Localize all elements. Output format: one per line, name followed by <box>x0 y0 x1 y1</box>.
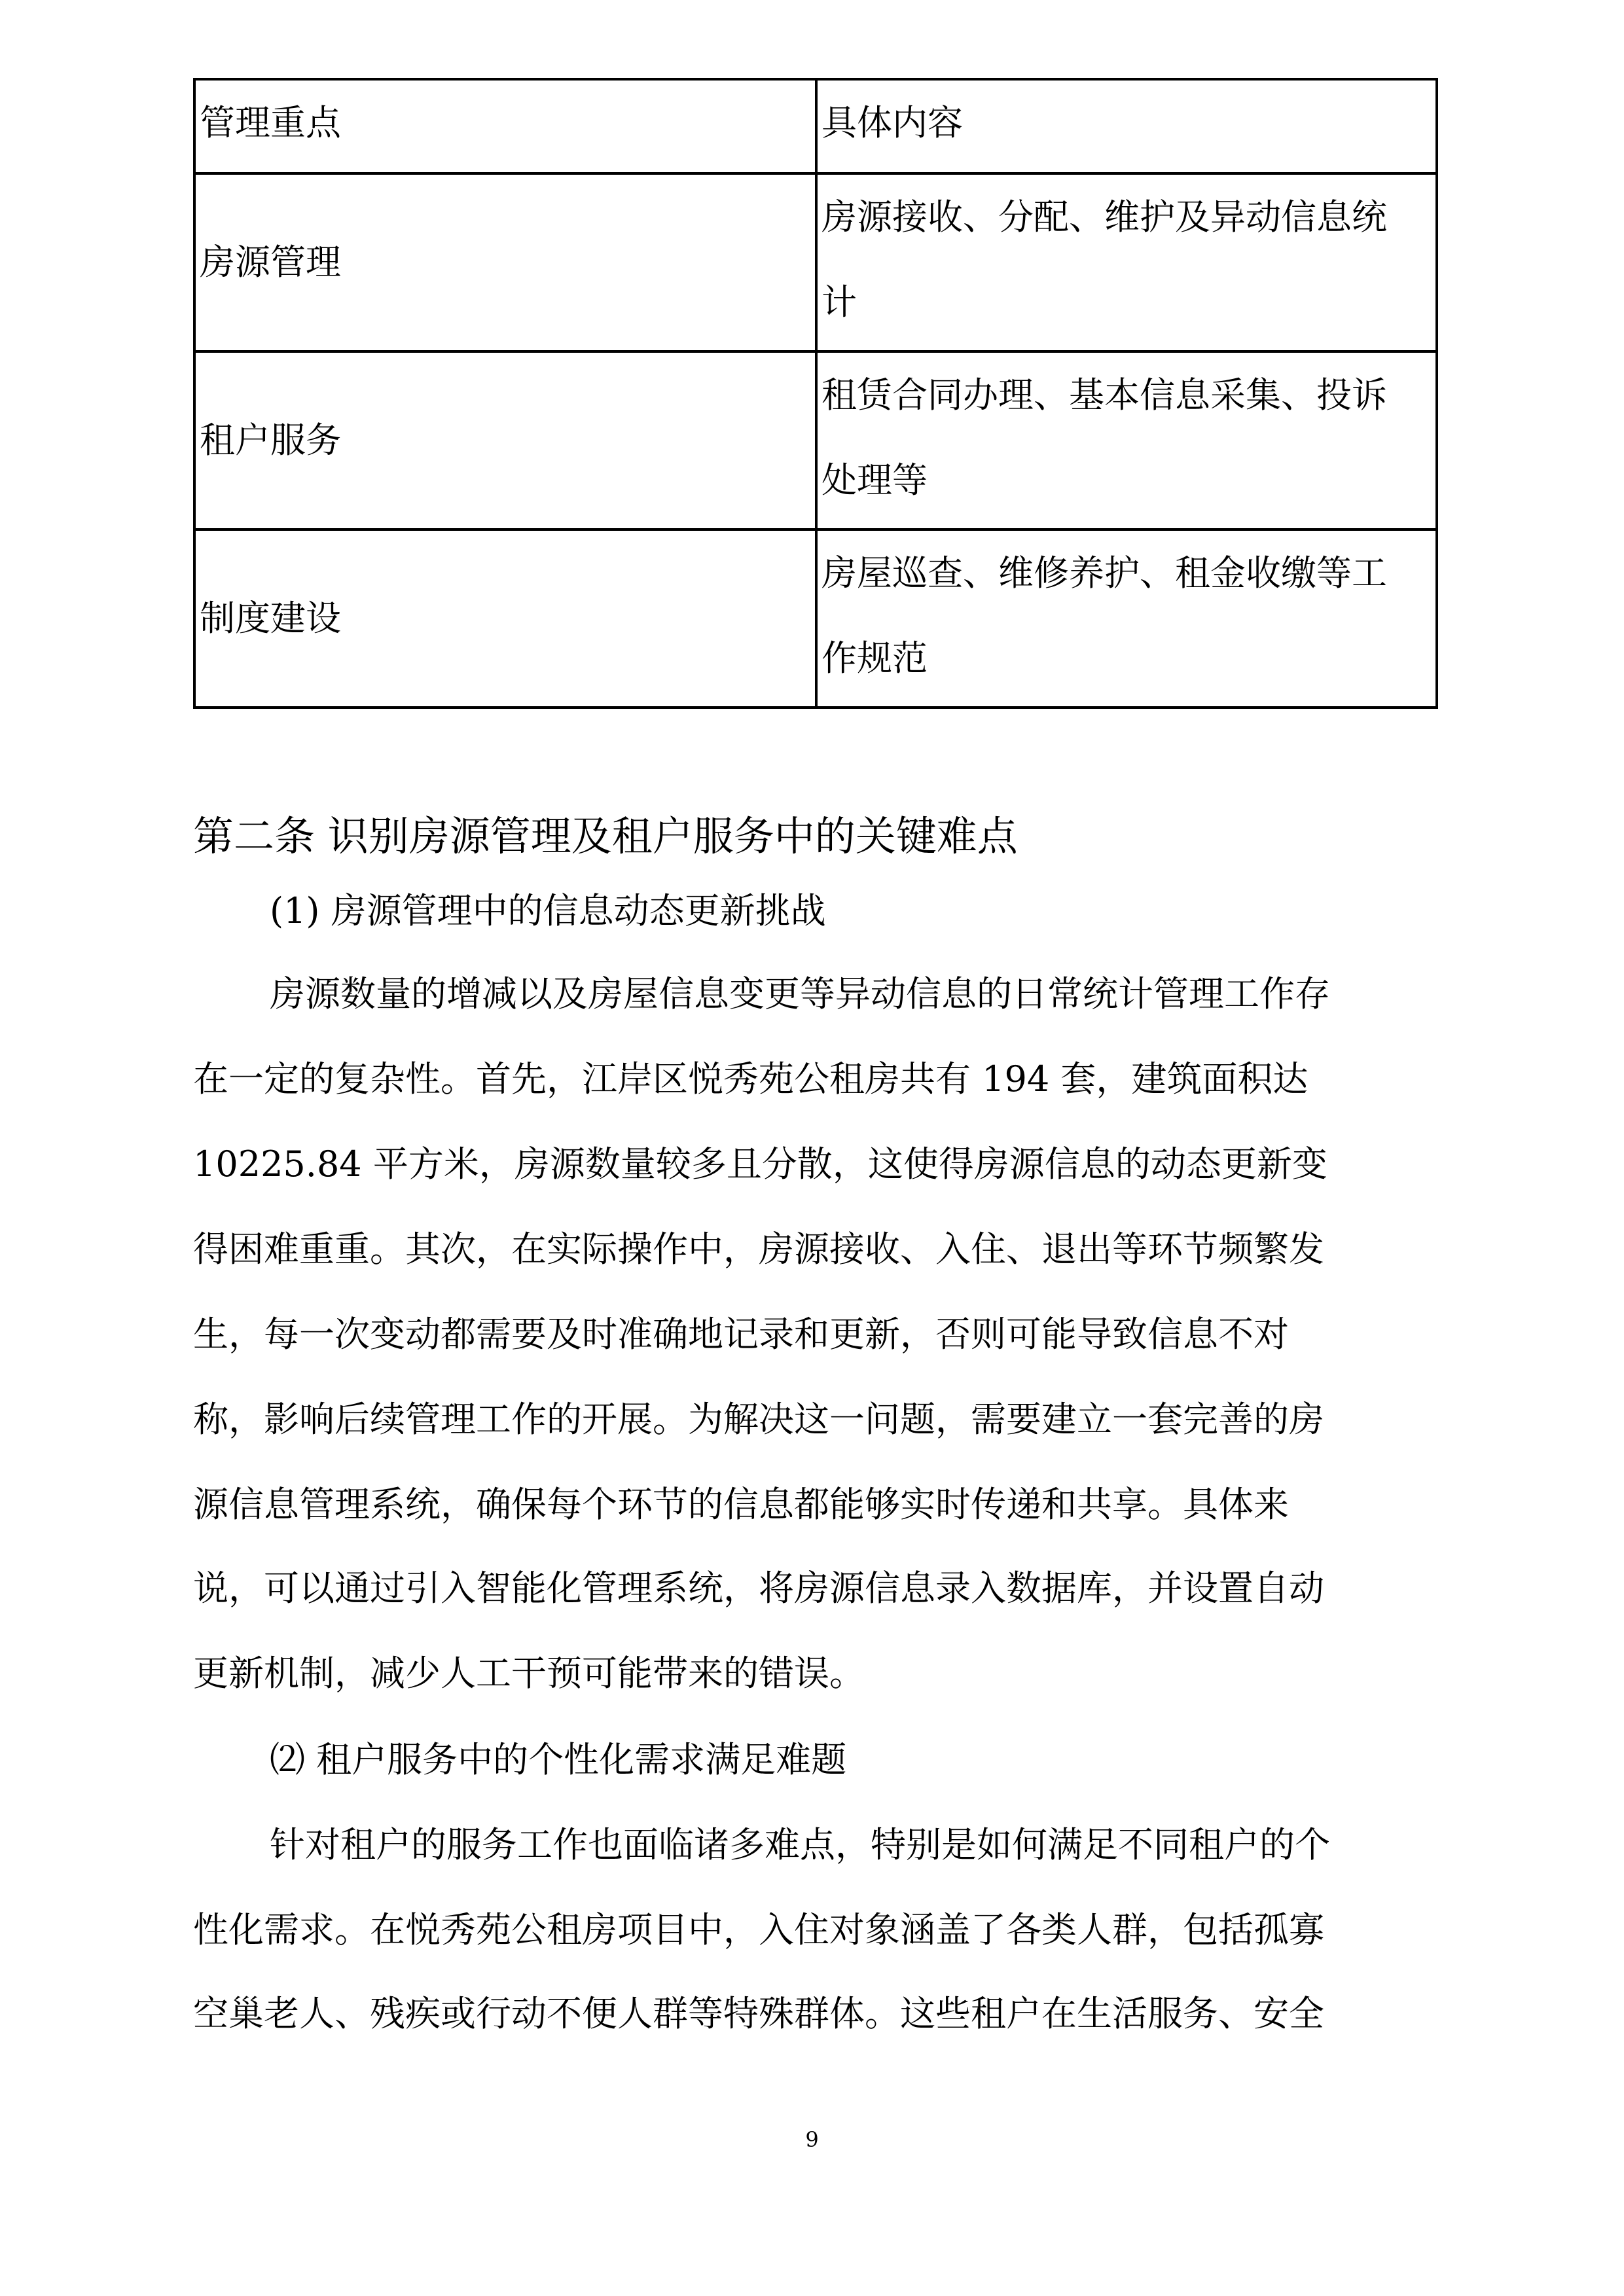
paragraph-line: 得困难重重。其次，在实际操作中，房源接收、入住、退出等环节频繁发 <box>193 1229 1324 1270</box>
content-line: 房源接收、分配、维护及异动信息统 <box>821 196 1387 238</box>
header-cell: 具体内容 <box>816 79 1437 173</box>
paragraph-line: 在一定的复杂性。首先，江岸区悦秀苑公租房共有 194 套，建筑面积达 <box>193 1058 1308 1100</box>
paragraph-line: 房源数量的增减以及房屋信息变更等异动信息的日常统计管理工作存 <box>270 973 1330 1014</box>
row-content <box>816 351 1437 529</box>
paragraph-line: 源信息管理系统，确保每个环节的信息都能够实时传递和共享。具体来 <box>193 1484 1289 1525</box>
table-row <box>194 173 1437 351</box>
row-key: 房源管理 <box>194 173 816 351</box>
table-row <box>194 351 1437 529</box>
row-key: 租户服务 <box>194 351 816 529</box>
page-number: 9 <box>805 2127 819 2152</box>
content-line: 计 <box>821 281 857 323</box>
paragraph-line: 说，可以通过引入智能化管理系统，将房源信息录入数据库，并设置自动 <box>193 1568 1324 1609</box>
management-table <box>193 78 1438 709</box>
content-line: 处理等 <box>821 459 928 501</box>
row-key: 制度建设 <box>194 529 816 708</box>
section-heading: 第二条 识别房源管理及租户服务中的关键难点 <box>193 812 1018 860</box>
header-cell: 管理重点 <box>194 79 816 173</box>
content-line: 作规范 <box>821 637 928 679</box>
row-content <box>816 529 1437 708</box>
paragraph-line: 称，影响后续管理工作的开展。为解决这一问题，需要建立一套完善的房 <box>193 1399 1324 1440</box>
subheading-2: ⑵ 租户服务中的个性化需求满足难题 <box>270 1739 847 1780</box>
paragraph-line: 10225.84 平方米，房源数量较多且分散，这使得房源信息的动态更新变 <box>193 1143 1327 1185</box>
paragraph-line: 性化需求。在悦秀苑公租房项目中，入住对象涵盖了各类人群，包括孤寡 <box>193 1909 1324 1950</box>
content-line: 租赁合同办理、基本信息采集、投诉 <box>821 374 1387 416</box>
content-line: 房屋巡查、维修养护、租金收缴等工 <box>821 552 1387 594</box>
paragraph-line: 针对租户的服务工作也面临诸多难点，特别是如何满足不同租户的个 <box>270 1824 1330 1865</box>
row-content <box>816 173 1437 351</box>
subheading-1: (1) 房源管理中的信息动态更新挑战 <box>270 890 826 931</box>
table-header-row <box>194 79 1437 173</box>
table-row <box>194 529 1437 708</box>
paragraph-line: 更新机制，减少人工干预可能带来的错误。 <box>193 1653 865 1694</box>
paragraph-line: 生，每一次变动都需要及时准确地记录和更新，否则可能导致信息不对 <box>193 1314 1289 1355</box>
paragraph-line: 空巢老人、残疾或行动不便人群等特殊群体。这些租户在生活服务、安全 <box>193 1993 1324 2034</box>
